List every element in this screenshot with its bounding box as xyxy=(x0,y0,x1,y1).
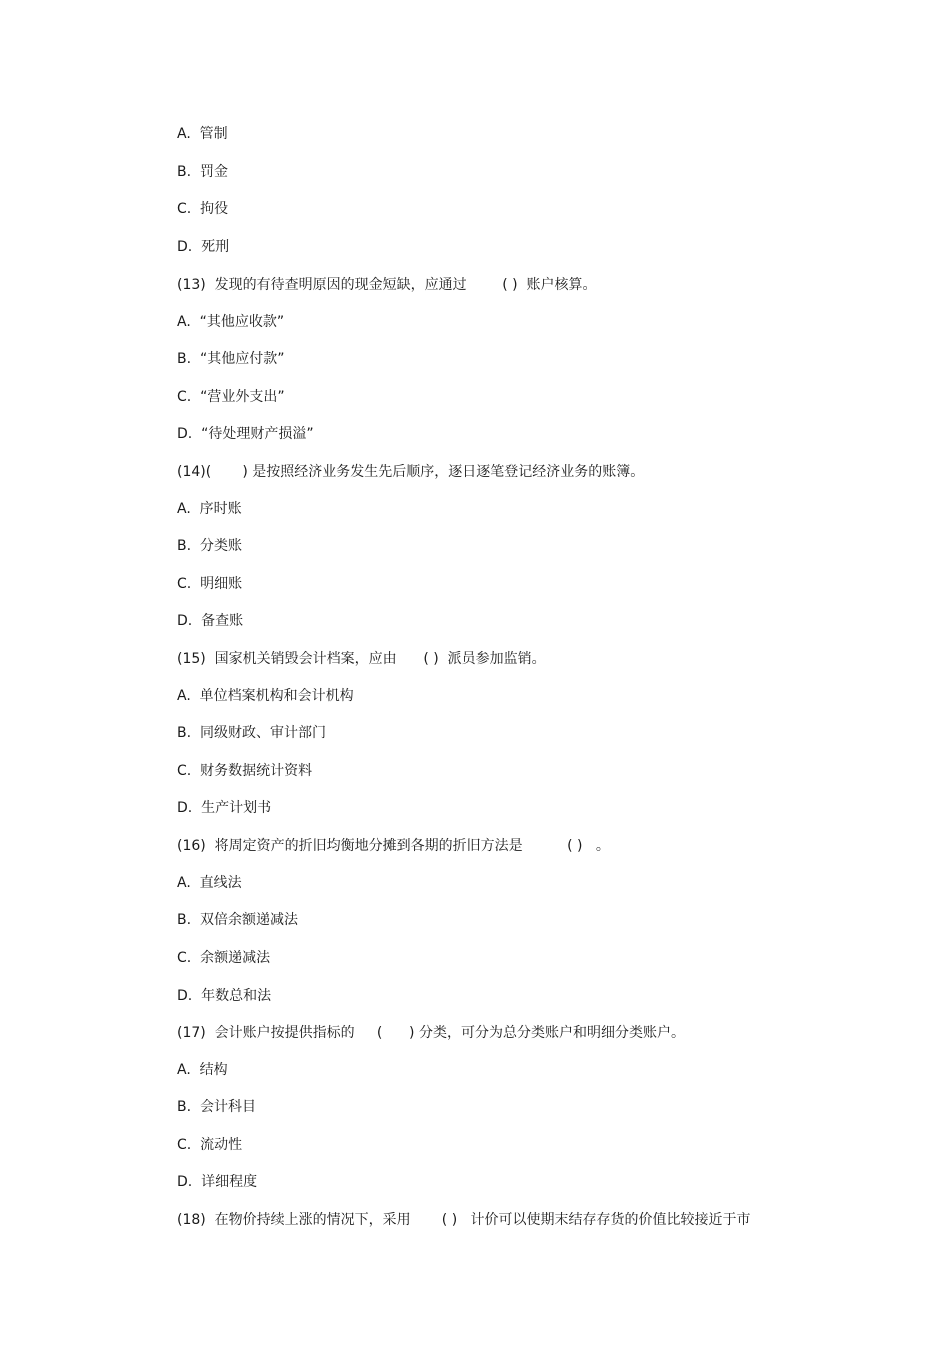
option-line: B. 双倍余额递减法 xyxy=(177,912,298,928)
question-line: (15) 国家机关销毁会计档案，应由 ( ) 派员参加监销。 xyxy=(177,651,546,667)
option-line: B. 会计科目 xyxy=(177,1099,256,1115)
option-line: B. “其他应付款” xyxy=(177,351,285,367)
option-line: C. 余额递减法 xyxy=(177,950,271,966)
option-line: B. 同级财政、审计部门 xyxy=(177,725,326,741)
option-line: D. 死刑 xyxy=(177,239,230,255)
option-line: A. 序时账 xyxy=(177,501,242,517)
option-line: A. “其他应收款” xyxy=(177,314,285,330)
question-line: (18) 在物价持续上涨的情况下，采用 ( ) 计价可以使期末结存存货的价值比较接近于市 xyxy=(177,1212,751,1228)
option-line: C. 流动性 xyxy=(177,1137,243,1153)
option-line: D. 备查账 xyxy=(177,613,244,629)
question-line: (14)( ) 是按照经济业务发生先后顺序，逐日逐笔登记经济业务的账簿。 xyxy=(177,464,645,480)
option-line: D. 详细程度 xyxy=(177,1174,258,1190)
option-line: B. 罚金 xyxy=(177,164,228,180)
option-line: C. “营业外支出” xyxy=(177,389,285,405)
question-line: (17) 会计账户按提供指标的 ( ) 分类，可分为总分类账户和明细分类账户。 xyxy=(177,1025,685,1041)
option-line: A. 直线法 xyxy=(177,875,242,891)
option-line: A. 管制 xyxy=(177,126,228,142)
option-line: B. 分类账 xyxy=(177,538,242,554)
question-line: (16) 将周定资产的折旧均衡地分摊到各期的折旧方法是 ( ) 。 xyxy=(177,838,610,854)
option-line: D. 生产计划书 xyxy=(177,800,272,816)
option-line: A. 结构 xyxy=(177,1062,228,1078)
question-line: (13) 发现的有待查明原因的现金短缺，应通过 ( ) 账户核算。 xyxy=(177,277,597,293)
option-line: C. 财务数据统计资料 xyxy=(177,763,313,779)
option-line: A. 单位档案机构和会计机构 xyxy=(177,688,354,704)
option-line: C. 拘役 xyxy=(177,201,229,217)
option-line: D. “待处理财产损溢” xyxy=(177,426,314,442)
option-line: D. 年数总和法 xyxy=(177,988,272,1004)
option-line: C. 明细账 xyxy=(177,576,243,592)
